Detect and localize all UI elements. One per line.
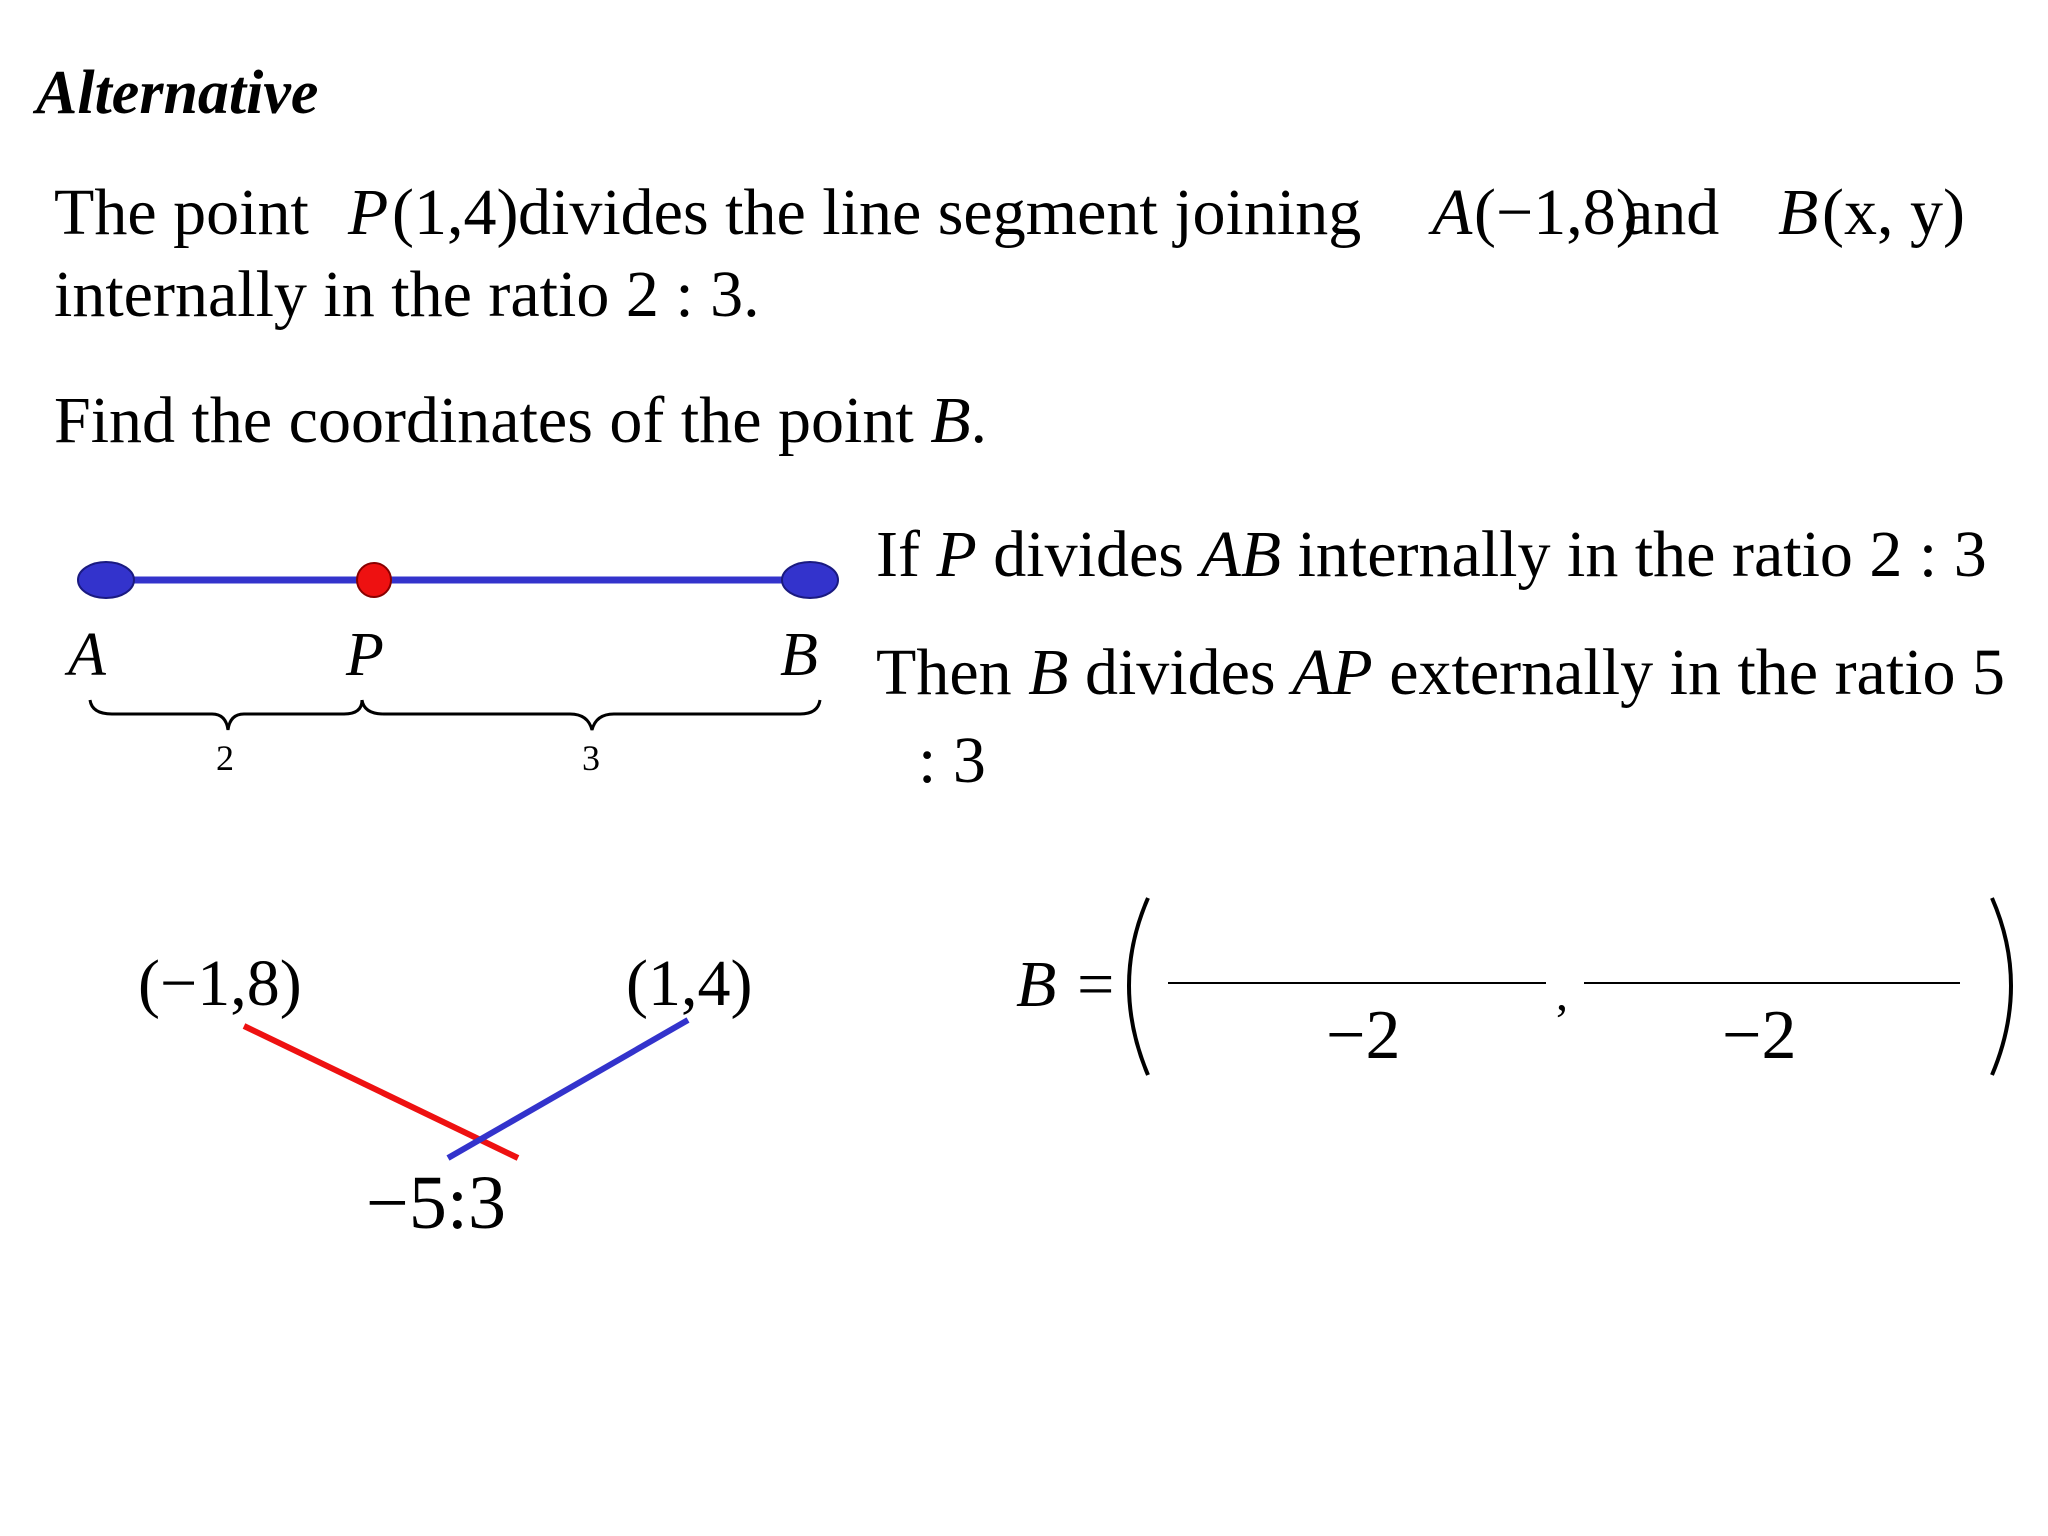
question-b: B [930,384,971,457]
formula-left-paren [1129,898,1148,1075]
expl-2-t3: externally in the ratio 5 [1372,636,2006,709]
expl-1-p: P [936,518,977,591]
point-a-coords: (−1,8) [1474,176,1638,249]
point-p-dot [357,563,391,597]
formula-comma: , [1556,968,1568,1021]
point-b-coords: (x, y) [1822,176,1965,249]
expl-2-b: B [1028,636,1069,709]
formula-right-paren [1992,898,2011,1075]
segment-label-p: P [346,621,384,689]
cross-blue-line [448,1020,688,1158]
question-text-2: . [970,384,988,457]
point-p-label: P [348,176,389,249]
formula-denominator-x: −2 [1326,997,1401,1074]
problem-text-3: and [1624,176,1720,249]
question-text-1: Find the coordinates of the point [54,384,931,457]
point-p-coords: (1,4) [392,176,519,249]
slide-heading: Alternative [36,59,319,127]
cross-left-point: (−1,8) [138,947,302,1020]
problem-text-2: divides the line segment joining [518,176,1362,249]
cross-ratio-label: −5:3 [366,1161,506,1245]
formula-lhs [1016,948,1117,1021]
problem-line-2: internally in the ratio 2 : 3. [54,258,760,331]
segment-label-b: B [780,621,818,689]
expl-1-t2: divides [976,518,1201,591]
point-b-label: B [1778,176,1819,249]
brace-label-2: 2 [216,738,234,778]
expl-2-ap: AP [1292,636,1373,709]
expl-2-t1: Then [876,636,1029,709]
endpoint-b-dot [782,562,838,598]
expl-1-t1: If [876,518,937,591]
expl-1-t3: internally in the ratio 2 : 3 [1281,518,1987,591]
brace-pb [362,700,820,730]
point-a-label: A [1432,176,1473,249]
expl-2-t2: divides [1068,636,1293,709]
cross-right-point: (1,4) [626,947,753,1020]
brace-ap [90,700,362,730]
formula-lhs-b: B = [1016,948,1118,1021]
explanation-line-3: : 3 [918,724,986,797]
expl-1-ab: AB [1200,518,1282,591]
problem-text-1: The point [54,176,309,249]
brace-label-3: 3 [582,738,600,778]
formula-denominator-y: −2 [1722,997,1797,1074]
segment-label-a: A [68,621,106,689]
endpoint-a-dot [78,562,134,598]
